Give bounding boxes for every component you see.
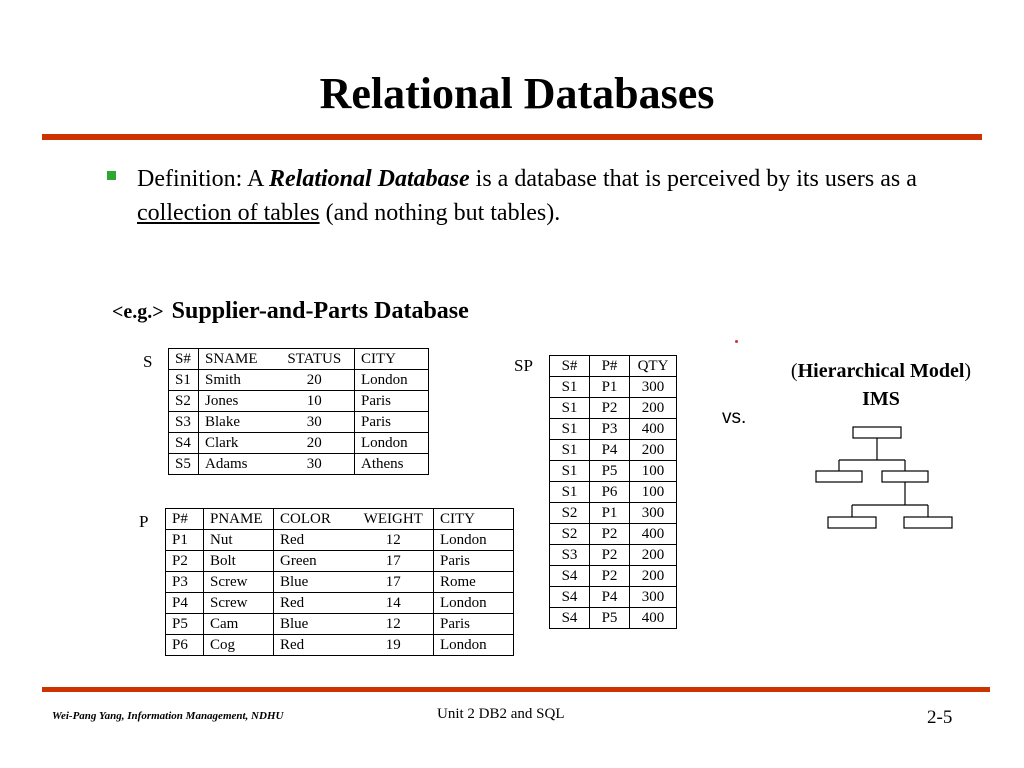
table-cell: Clark: [199, 433, 275, 454]
table-cell: Adams: [199, 454, 275, 475]
table-cell: S4: [550, 566, 590, 587]
table-row: [166, 551, 514, 572]
table-header-cell: SNAME: [199, 349, 275, 370]
hierarchical-label: [772, 357, 990, 413]
table-row: [169, 391, 429, 412]
stray-dot: [735, 340, 738, 343]
table-header-cell: S#: [169, 349, 199, 370]
table-row: [169, 433, 429, 454]
hierarchy-tree-diagram: [810, 420, 960, 535]
table-cell: 12: [354, 614, 434, 635]
table-row: [550, 461, 677, 482]
title-divider: [42, 134, 982, 140]
table-header-cell: QTY: [630, 356, 677, 377]
example-title: Supplier-and-Parts Database: [171, 298, 469, 324]
table-row: [550, 482, 677, 503]
table-cell: 200: [630, 566, 677, 587]
vs-label: vs.: [722, 407, 747, 428]
footer-unit: Unit 2 DB2 and SQL: [437, 706, 565, 722]
table-s: [168, 348, 429, 475]
table-cell: Screw: [204, 593, 274, 614]
table-header-row: [550, 356, 677, 377]
table-cell: 17: [354, 572, 434, 593]
table-cell: Jones: [199, 391, 275, 412]
table-cell: P2: [590, 398, 630, 419]
table-cell: Cog: [204, 635, 274, 656]
table-cell: S2: [550, 503, 590, 524]
table-cell: Paris: [434, 614, 514, 635]
table-cell: Blue: [274, 614, 354, 635]
table-cell: S1: [169, 370, 199, 391]
table-sp: [549, 355, 677, 629]
table-p-label: P: [139, 512, 149, 531]
table-cell: S4: [169, 433, 199, 454]
table-cell: S1: [550, 377, 590, 398]
table-row: [166, 614, 514, 635]
definition-term: Relational Database: [269, 166, 470, 192]
table-cell: 200: [630, 398, 677, 419]
table-cell: 20: [275, 433, 355, 454]
table-cell: P4: [590, 587, 630, 608]
table-row: [166, 572, 514, 593]
table-cell: 300: [630, 503, 677, 524]
table-cell: 200: [630, 440, 677, 461]
table-cell: London: [355, 433, 429, 454]
table-cell: Green: [274, 551, 354, 572]
table-cell: 400: [630, 524, 677, 545]
table-cell: London: [434, 593, 514, 614]
table-cell: S1: [550, 419, 590, 440]
table-cell: P2: [590, 566, 630, 587]
table-cell: P2: [590, 545, 630, 566]
table-cell: 300: [630, 587, 677, 608]
footer-page-number: 2-5: [927, 707, 953, 728]
table-cell: 100: [630, 482, 677, 503]
tree-grandchild-node-right: [904, 517, 952, 528]
table-cell: 400: [630, 419, 677, 440]
table-row: [550, 587, 677, 608]
tree-child-node-right: [882, 471, 928, 482]
table-cell: S1: [550, 440, 590, 461]
definition-prefix: Definition: A: [137, 166, 269, 192]
table-cell: Paris: [355, 391, 429, 412]
table-cell: S2: [550, 524, 590, 545]
table-cell: 17: [354, 551, 434, 572]
definition-suffix: (and nothing but tables).: [319, 200, 561, 226]
table-row: [550, 566, 677, 587]
table-cell: S4: [550, 608, 590, 629]
table-header-cell: WEIGHT: [354, 509, 434, 530]
table-cell: P4: [166, 593, 204, 614]
table-header-row: [169, 349, 429, 370]
footer-divider: [42, 687, 990, 692]
table-cell: Bolt: [204, 551, 274, 572]
ims-label: IMS: [862, 388, 900, 410]
table-cell: S5: [169, 454, 199, 475]
table-cell: London: [355, 370, 429, 391]
table-cell: P4: [590, 440, 630, 461]
table-cell: 100: [630, 461, 677, 482]
table-cell: S3: [169, 412, 199, 433]
definition-middle: is a database that is perceived by its users as a: [469, 166, 917, 192]
table-header-cell: P#: [590, 356, 630, 377]
bullet-square-icon: [107, 171, 116, 180]
table-cell: 30: [275, 454, 355, 475]
table-cell: Athens: [355, 454, 429, 475]
table-header-cell: CITY: [355, 349, 429, 370]
table-cell: 20: [275, 370, 355, 391]
table-row: [550, 398, 677, 419]
table-header-cell: PNAME: [204, 509, 274, 530]
table-row: [169, 454, 429, 475]
table-row: [550, 608, 677, 629]
table-cell: 12: [354, 530, 434, 551]
definition-underlined: collection of tables: [137, 200, 320, 226]
tree-root-node: [853, 427, 901, 438]
table-header-cell: P#: [166, 509, 204, 530]
example-heading: [112, 298, 469, 325]
table-cell: Rome: [434, 572, 514, 593]
table-row: [550, 545, 677, 566]
table-header-cell: CITY: [434, 509, 514, 530]
table-header-cell: STATUS: [275, 349, 355, 370]
table-cell: 19: [354, 635, 434, 656]
table-p: [165, 508, 514, 656]
table-cell: S1: [550, 398, 590, 419]
definition-text: [137, 162, 967, 230]
table-row: [550, 524, 677, 545]
table-row: [166, 593, 514, 614]
table-cell: Paris: [434, 551, 514, 572]
table-header-row: [166, 509, 514, 530]
table-cell: P1: [590, 377, 630, 398]
table-cell: P3: [590, 419, 630, 440]
table-header-cell: COLOR: [274, 509, 354, 530]
table-cell: 10: [275, 391, 355, 412]
table-row: [550, 419, 677, 440]
table-cell: Paris: [355, 412, 429, 433]
table-cell: P2: [166, 551, 204, 572]
table-cell: 14: [354, 593, 434, 614]
table-cell: P3: [166, 572, 204, 593]
table-cell: London: [434, 635, 514, 656]
table-header-cell: S#: [550, 356, 590, 377]
table-cell: 200: [630, 545, 677, 566]
table-cell: P5: [590, 461, 630, 482]
table-cell: Blake: [199, 412, 275, 433]
table-cell: 400: [630, 608, 677, 629]
table-cell: S1: [550, 482, 590, 503]
table-cell: Blue: [274, 572, 354, 593]
table-cell: Red: [274, 593, 354, 614]
table-cell: P5: [590, 608, 630, 629]
paren-open: (: [790, 360, 798, 382]
paren-close: ): [964, 360, 972, 382]
example-tag: <e.g.>: [112, 301, 164, 323]
table-row: [550, 377, 677, 398]
footer-author: Wei-Pang Yang, Information Management, NDHU: [52, 710, 284, 722]
table-cell: Cam: [204, 614, 274, 635]
table-cell: Red: [274, 530, 354, 551]
table-cell: P2: [590, 524, 630, 545]
table-row: [166, 530, 514, 551]
table-cell: P1: [590, 503, 630, 524]
table-cell: S4: [550, 587, 590, 608]
table-cell: London: [434, 530, 514, 551]
table-cell: P1: [166, 530, 204, 551]
table-row: [166, 635, 514, 656]
table-cell: Red: [274, 635, 354, 656]
table-cell: P6: [590, 482, 630, 503]
table-row: [550, 440, 677, 461]
table-cell: P5: [166, 614, 204, 635]
table-cell: S2: [169, 391, 199, 412]
table-cell: 300: [630, 377, 677, 398]
tree-grandchild-node-left: [828, 517, 876, 528]
table-row: [169, 412, 429, 433]
hierarchical-model-title: Hierarchical Model: [797, 360, 965, 382]
table-row: [550, 503, 677, 524]
table-cell: Nut: [204, 530, 274, 551]
table-cell: S3: [550, 545, 590, 566]
table-cell: Screw: [204, 572, 274, 593]
table-cell: 30: [275, 412, 355, 433]
table-cell: P6: [166, 635, 204, 656]
table-cell: Smith: [199, 370, 275, 391]
table-s-label: S: [143, 352, 153, 371]
table-cell: S1: [550, 461, 590, 482]
tree-child-node-left: [816, 471, 862, 482]
slide-title: Relational Databases: [319, 69, 715, 118]
table-sp-label: SP: [514, 356, 533, 375]
table-row: [169, 370, 429, 391]
